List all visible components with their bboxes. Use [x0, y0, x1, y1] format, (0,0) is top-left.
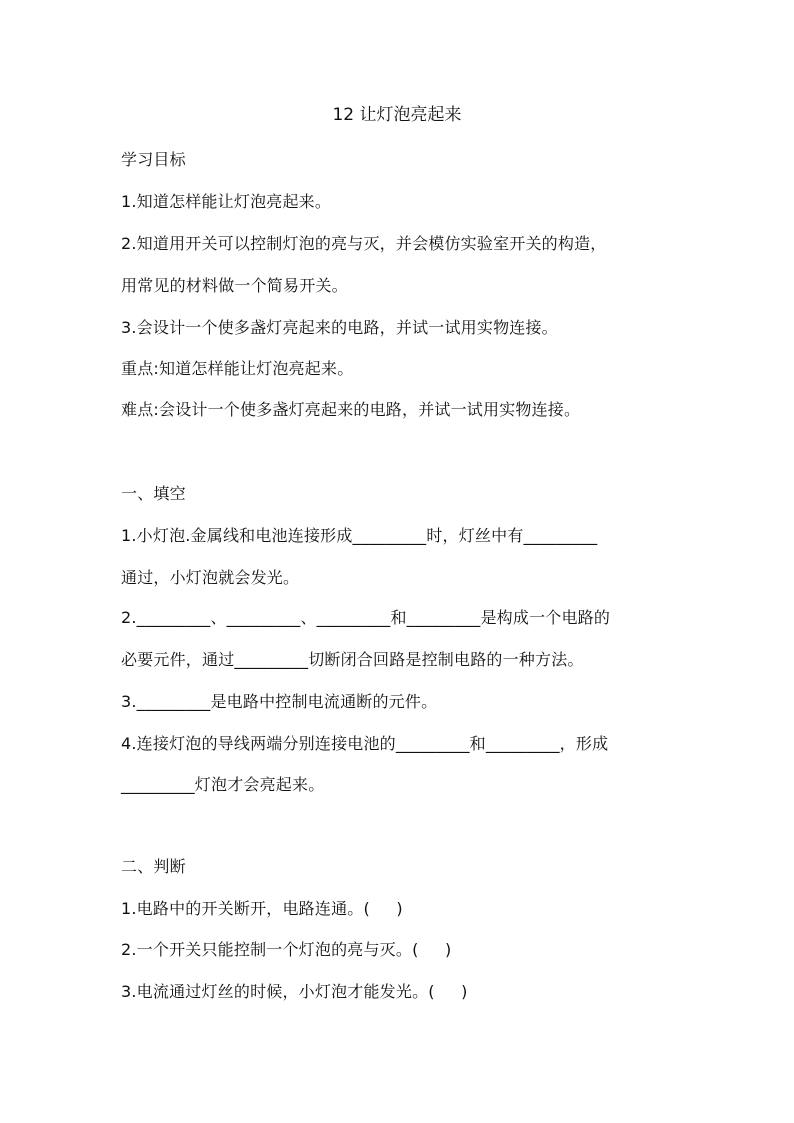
objectives-heading: 学习目标	[121, 150, 186, 169]
objective-item-1: 1.知道怎样能让灯泡亮起来。	[121, 192, 332, 211]
fill-question-1-continued: 通过，小灯泡就会发光。	[121, 568, 300, 587]
document-title: 12 让灯泡亮起来	[332, 105, 462, 125]
fill-question-2: 2._________、_________、_________和_________是构成一个电路的	[121, 608, 611, 627]
fill-section-heading: 一、填空	[121, 484, 186, 503]
objective-item-3: 3.会设计一个使多盏灯亮起来的电路，并试一试用实物连接。	[121, 318, 558, 337]
judge-question-3: 3.电流通过灯丝的时候，小灯泡才能发光。( )	[121, 982, 468, 1001]
key-point: 重点:知道怎样能让灯泡亮起来。	[121, 359, 354, 378]
fill-question-4-continued: _________灯泡才会亮起来。	[121, 775, 325, 794]
fill-question-3: 3._________是电路中控制电流通断的元件。	[121, 692, 438, 711]
objective-item-2-continued: 用常见的材料做一个简易开关。	[121, 276, 348, 295]
objective-item-2: 2.知道用开关可以控制灯泡的亮与灭，并会模仿实验室开关的构造，	[121, 234, 607, 253]
judge-section-heading: 二、判断	[121, 857, 186, 876]
fill-question-1: 1.小灯泡.金属线和电池连接形成_________时，灯丝中有_________	[121, 526, 598, 545]
judge-question-2: 2.一个开关只能控制一个灯泡的亮与灭。( )	[121, 940, 452, 959]
fill-question-2-continued: 必要元件，通过_________切断闭合回路是控制电路的一种方法。	[121, 650, 584, 669]
difficult-point: 难点:会设计一个使多盏灯亮起来的电路，并试一试用实物连接。	[121, 400, 581, 419]
fill-question-4: 4.连接灯泡的导线两端分别连接电池的_________和_________，形成	[121, 734, 609, 753]
judge-question-1: 1.电路中的开关断开，电路连通。( )	[121, 899, 403, 918]
